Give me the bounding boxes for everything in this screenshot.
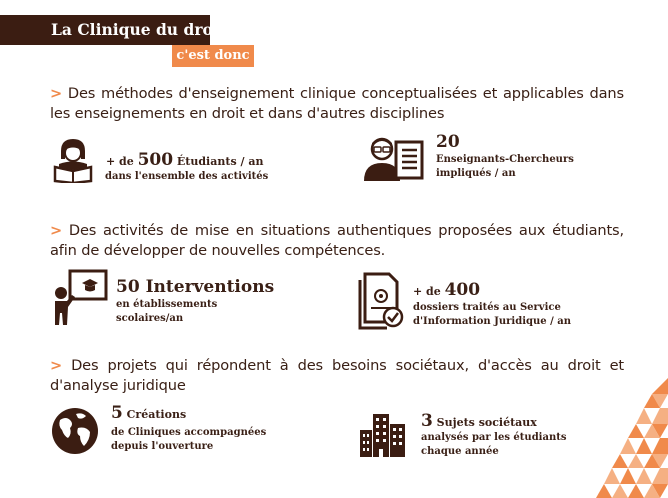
- bullet-arrow: >: [50, 357, 63, 374]
- stat-detail: chaque année: [421, 446, 499, 457]
- stat-teachers-detail: [436, 153, 574, 181]
- student-reading-icon: [51, 137, 95, 183]
- stat-detail: de Cliniques accompagnées: [111, 427, 267, 438]
- section-text: Des projets qui répondent à des besoins sociétaux, d'accès au droit et d'analyse juridique: [50, 357, 624, 394]
- section-activities: [50, 221, 624, 261]
- stat-detail: analysés par les étudiants: [421, 432, 567, 443]
- stat-detail: d'Information Juridique / an: [413, 316, 571, 327]
- city-buildings-icon: [358, 410, 408, 458]
- stat-label: Étudiants / an: [173, 155, 264, 168]
- stat-interventions: [116, 277, 274, 297]
- stat-files: [413, 280, 480, 300]
- stat-number: 400: [444, 280, 481, 300]
- bullet-arrow: >: [50, 222, 63, 239]
- stat-label: Sujets sociétaux: [432, 416, 537, 429]
- title-line-2: c'est donc: [176, 48, 250, 63]
- stat-detail: en établissements: [116, 299, 218, 310]
- stat-prefix: + de: [106, 155, 138, 168]
- stat-label: Créations: [122, 408, 187, 421]
- stat-interventions-detail: [116, 298, 217, 326]
- stat-detail: depuis l'ouverture: [111, 441, 214, 452]
- stat-subjects: [421, 411, 537, 431]
- teacher-board-icon: [362, 135, 424, 183]
- stat-number: 5: [111, 403, 123, 423]
- decorative-triangles: [548, 378, 668, 498]
- stat-number: 3: [421, 411, 433, 431]
- title-banner: [0, 15, 232, 45]
- title-line-1: La Clinique du droit,: [51, 20, 232, 39]
- stat-detail: dossiers traités au Service: [413, 302, 561, 313]
- stat-number: 20: [436, 132, 460, 152]
- stat-teachers: [436, 132, 460, 152]
- stat-number: 500: [137, 150, 174, 170]
- stat-detail: dans l'ensemble des activités: [105, 171, 269, 182]
- stat-subjects-detail: [421, 431, 566, 459]
- legal-document-icon: [357, 272, 405, 330]
- stat-label: Interventions: [139, 277, 275, 297]
- stat-clinics: [111, 403, 186, 423]
- stat-detail: scolaires/an: [116, 313, 184, 324]
- globe-icon: [50, 406, 100, 456]
- stat-detail: Enseignants-Chercheurs: [436, 154, 574, 165]
- section-text: Des méthodes d'enseignement clinique conceptualisées et applicables dans les enseignements en droit et dans d'autres disciplines: [50, 85, 624, 122]
- stat-students: [106, 150, 263, 170]
- stat-detail: impliqués / an: [436, 168, 516, 179]
- section-projects: [50, 356, 624, 396]
- stat-number: 50: [116, 277, 140, 297]
- stat-files-detail: [413, 301, 571, 329]
- section-text: Des activités de mise en situations authentiques proposées aux étudiants, afin de développer de nouvelles compétences.: [50, 222, 624, 259]
- section-methods: [50, 84, 624, 124]
- stat-prefix: + de: [413, 285, 445, 298]
- subtitle-banner: [172, 45, 254, 67]
- stat-students-detail: [105, 170, 268, 184]
- bullet-arrow: >: [50, 85, 63, 102]
- presenter-icon: [50, 269, 108, 327]
- stat-clinics-detail: [111, 426, 266, 454]
